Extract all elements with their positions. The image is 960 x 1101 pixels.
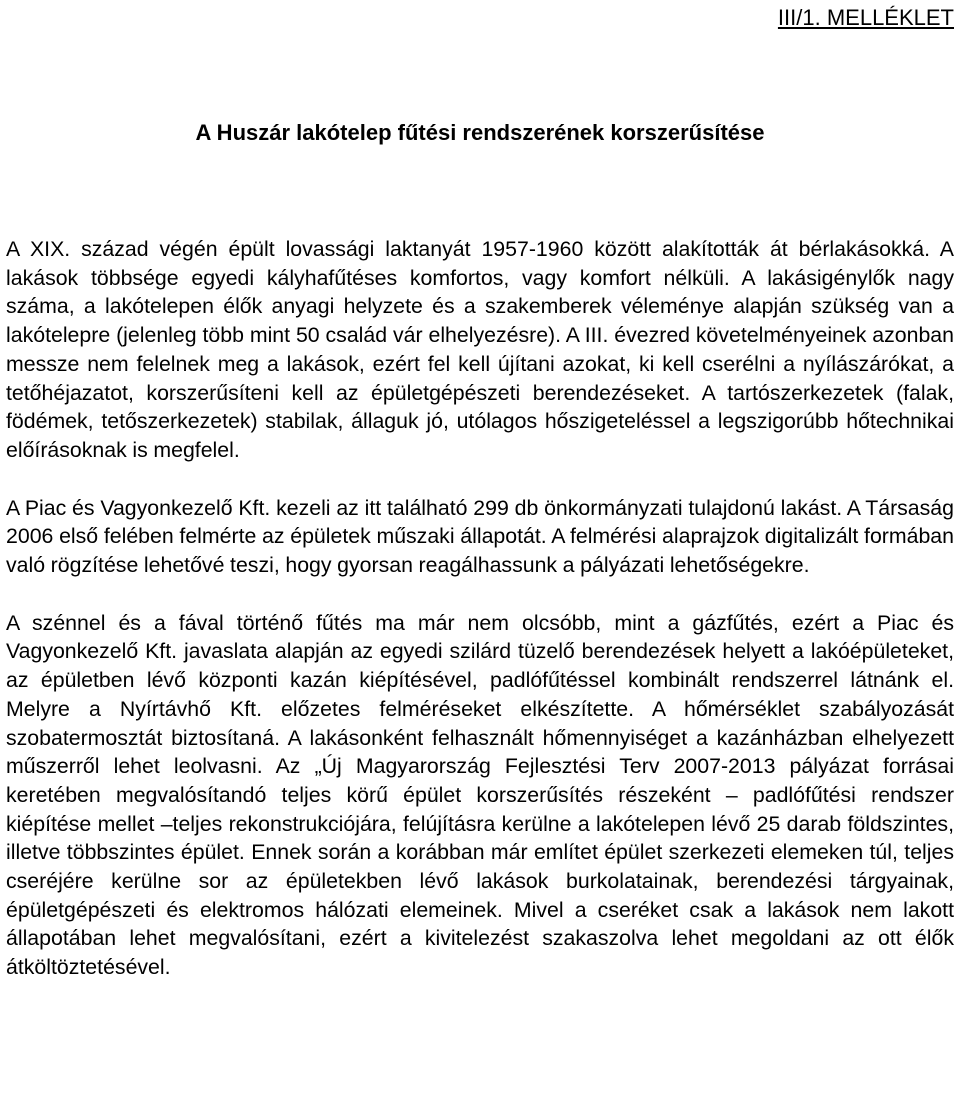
annex-label: III/1. MELLÉKLET	[777, 5, 954, 30]
document-body	[6, 235, 954, 982]
paragraph-history: A XIX. század végén épült lovassági laktanyát 1957-1960 között alakították át bérlakásokká. A lakások többsége egyedi kályhafűtéses komfortos, vagy komfort nélküli. A lakásigénylők nagy száma, a lakótelepen élők anyagi helyzete és a szakemberek véleménye alapján szükség van a lakótelepre (jelenleg több mint 50 család vár elhelyezésre). A III. évezred követelményeinek azonban messze nem felelnek meg a lakások, ezért fel kell újítani azokat, ki kell cserélni a nyílászárókat, a tetőhéjazatot, korszerűsíteni kell az épületgépészeti berendezéseket. A tartószerkezetek (falak, födémek, tetőszerkezetek) stabilak, állaguk jó, utólagos hőszigeteléssel a legszigorúbb hőtechnikai előírásoknak is megfelel.	[6, 237, 954, 462]
document-title: A Huszár lakótelep fűtési rendszerének korszerűsítése	[195, 120, 765, 145]
paragraph-survey: A Piac és Vagyonkezelő Kft. kezeli az itt található 299 db önkormányzati tulajdonú lakást. A Társaság 2006 első felében felmérte az épületek műszaki állapotát. A felmérési alaprajzok digitalizált formában való rögzítése lehetővé teszi, hogy gyorsan reagálhassunk a pályázati lehetőségekre.	[6, 495, 954, 578]
paragraph-heating-proposal: A szénnel és a fával történő fűtés ma már nem olcsóbb, mint a gázfűtés, ezért a Piac és Vagyonkezelő Kft. javaslata alapján az egyedi szilárd tüzelő berendezések helyett a lakóépületeket, az épületben lévő központi kazán kiépítésével, padlófűtéssel kombinált rendszerrel látnánk el. Melyre a Nyírtávhő Kft. előzetes felméréseket elkészítette. A hőmérséklet szabályozását szobatermosztát biztosítaná. A lakásonként felhasznált hőmennyiséget a kazánházban elhelyezett műszerről lehet leolvasni. Az „Új Magyarország Fejlesztési Terv 2007-2013 pályázat forrásai keretében megvalósítandó teljes körű épület korszerűsítés részeként – padlófűtési rendszer kiépítése mellet –teljes rekonstrukciójára, felújításra kerülne a lakótelepen lévő 25 darab földszintes, illetve többszintes épület. Ennek során a korábban már említet épület szerkezeti elemeken túl, teljes cseréjére kerülne sor az épületekben lévő lakások burkolatainak, berendezési tárgyainak, épületgépészeti és elektromos hálózati elemeinek. Mivel a cseréket csak a lakások nem lakott állapotában lehet megvalósítani, ezért a kivitelezést szakaszolva lehet megoldani az ott élők átköltöztetésével.	[6, 610, 954, 980]
